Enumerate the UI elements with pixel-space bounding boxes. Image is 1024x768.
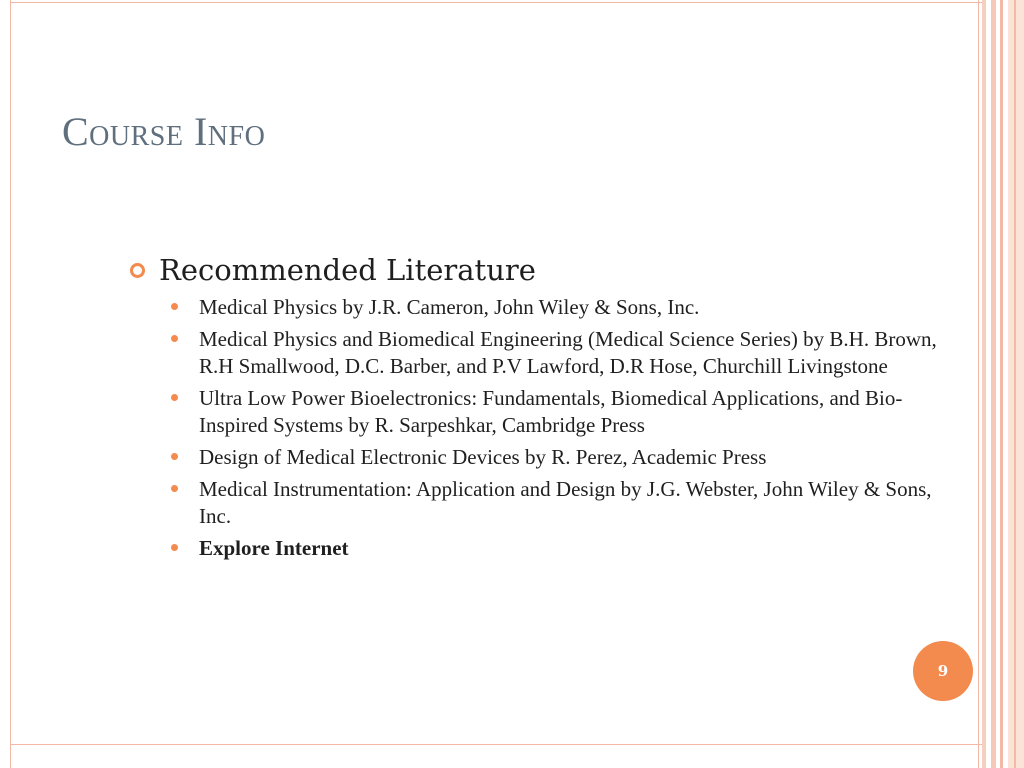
border-line-top — [10, 2, 986, 3]
slide-content — [128, 250, 948, 567]
dot-bullet-icon — [171, 394, 178, 401]
border-line-left — [10, 0, 11, 768]
border-line-bottom — [10, 744, 986, 745]
dot-bullet-icon — [171, 303, 178, 310]
dot-bullet-icon — [171, 453, 178, 460]
ring-bullet-icon — [130, 263, 145, 278]
list-item — [199, 476, 944, 530]
right-stripe — [991, 0, 996, 768]
list-item-text: Design of Medical Electronic Devices by R. Perez, Academic Press — [199, 445, 767, 469]
list-item — [199, 294, 944, 321]
literature-list-wrap — [128, 294, 948, 562]
right-stripe — [978, 0, 979, 768]
list-item — [199, 535, 944, 562]
page-number-badge: 9 — [913, 641, 973, 701]
dot-bullet-icon — [171, 485, 178, 492]
slide-title: Course Info — [62, 109, 266, 154]
section-heading-row — [128, 250, 948, 290]
right-stripe — [982, 0, 986, 768]
section-heading: Recommended Literature — [159, 253, 536, 287]
list-item — [199, 444, 944, 471]
list-item — [199, 385, 944, 439]
right-stripe — [1008, 0, 1024, 768]
right-stripe — [1000, 0, 1003, 768]
literature-list — [171, 294, 944, 562]
list-item-text: Medical Instrumentation: Application and Design by J.G. Webster, John Wiley & Sons, Inc. — [199, 477, 932, 528]
list-item-text: Medical Physics and Biomedical Engineering (Medical Science Series) by B.H. Brown, R.H Smallwood, D.C. Barber, and P.V Lawford, D.R Hose, Churchill Livingstone — [199, 327, 937, 378]
right-stripe — [1014, 0, 1016, 768]
list-item-text: Ultra Low Power Bioelectronics: Fundamentals, Biomedical Applications, and Bio-Inspired Systems by R. Sarpeshkar, Cambridge Press — [199, 386, 903, 437]
dot-bullet-icon — [171, 335, 178, 342]
list-item-text: Explore Internet — [199, 536, 349, 560]
list-item-text: Medical Physics by J.R. Cameron, John Wiley & Sons, Inc. — [199, 295, 700, 319]
list-item — [199, 326, 944, 380]
dot-bullet-icon — [171, 544, 178, 551]
